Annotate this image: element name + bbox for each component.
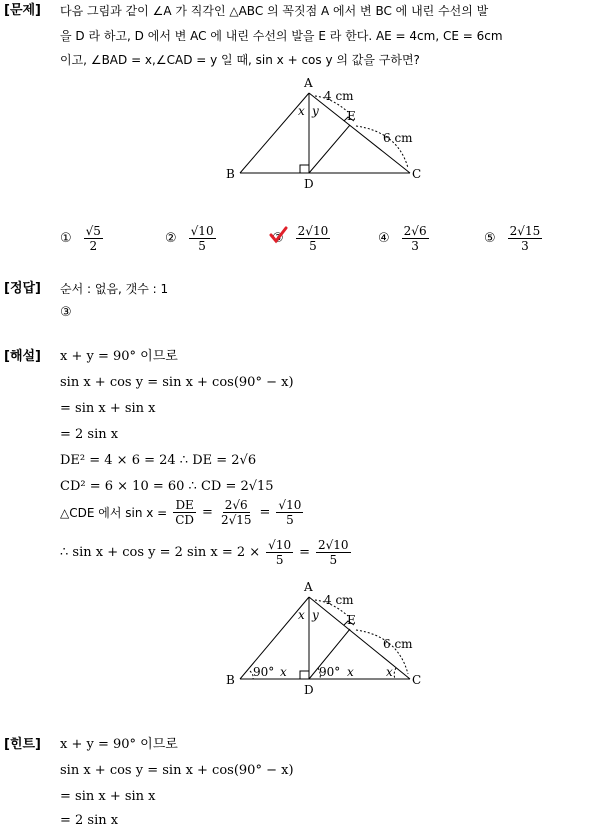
checkmark-icon xyxy=(268,225,288,245)
vertex-d: D xyxy=(304,177,314,190)
label-ce: 6 cm xyxy=(383,131,413,145)
angle-d-90: 90° xyxy=(319,665,341,679)
choice-2-mark: ② xyxy=(165,231,177,246)
hint-line-2: sin x + cos y = sin x + cos(90° − x) xyxy=(60,763,294,778)
angle-arc-c xyxy=(394,668,396,679)
label-ce: 6 cm xyxy=(383,637,413,651)
explanation-line-1: x + y = 90° 이므로 xyxy=(60,349,178,364)
hint-label: [힌트] xyxy=(4,737,41,752)
angle-b-x: x xyxy=(280,665,287,679)
label-ae: 4 cm xyxy=(324,89,354,103)
segment-de xyxy=(309,125,350,173)
angle-c-x: x xyxy=(386,665,393,679)
vertex-e: E xyxy=(347,109,356,123)
choice-3[interactable] xyxy=(272,224,332,253)
choice-4-mark: ④ xyxy=(378,231,390,246)
choice-2[interactable] xyxy=(165,224,218,253)
explanation-line-2: sin x + cos y = sin x + cos(90° − x) xyxy=(60,375,294,390)
angle-x: x xyxy=(298,104,305,118)
choice-5[interactable] xyxy=(484,224,544,253)
choice-1-value: $\frac{√5}{2}$ xyxy=(85,224,101,253)
explanation-line-3: = sin x + sin x xyxy=(60,401,156,416)
label-ae: 4 cm xyxy=(324,593,354,607)
vertex-c: C xyxy=(412,673,422,687)
hint-line-1: x + y = 90° 이므로 xyxy=(60,737,178,752)
vertex-e: E xyxy=(347,613,356,627)
choice-5-mark: ⑤ xyxy=(484,231,496,246)
answer-line-2: ③ xyxy=(60,305,72,320)
problem-line-2: 을 D 라 하고, D 에서 변 AC 에 내린 수선의 발을 E 라 한다. AE = 4cm, CE = 6cm xyxy=(60,29,503,43)
explanation-line-8: ∴ sin x + cos y = 2 sin x = 2 × $\frac{√10}{5}$ = $\frac{2√10}{5}$ xyxy=(60,538,349,567)
answer-label: [정답] xyxy=(4,281,41,296)
angle-y: y xyxy=(312,104,319,118)
hint-line-4: = 2 sin x xyxy=(60,813,119,828)
problem-line-1: 다음 그림과 같이 ∠A 가 직각인 △ABC 의 꼭짓점 A 에서 변 BC 에 내린 수선의 발 xyxy=(60,4,489,18)
right-angle-d xyxy=(300,165,309,173)
vertex-b: B xyxy=(226,167,235,181)
angle-d-x: x xyxy=(347,665,354,679)
vertex-b: B xyxy=(226,673,235,687)
triangle-figure xyxy=(220,72,435,190)
explanation-line-4: = 2 sin x xyxy=(60,427,119,442)
vertex-a: A xyxy=(304,580,313,594)
angle-y: y xyxy=(312,608,319,622)
choice-1-mark: ① xyxy=(60,231,72,246)
vertex-c: C xyxy=(412,167,422,181)
choice-1[interactable] xyxy=(60,224,105,253)
choice-2-value: $\frac{√10}{5}$ xyxy=(190,224,214,253)
right-angle-d xyxy=(300,671,309,679)
hint-line-3: = sin x + sin x xyxy=(60,789,156,804)
explanation-line-6: CD² = 6 × 10 = 60 ∴ CD = 2√15 xyxy=(60,479,274,494)
angle-b-90: 90° xyxy=(253,665,275,679)
choice-5-value: $\frac{2√15}{3}$ xyxy=(509,224,541,253)
choice-4-value: $\frac{2√6}{3}$ xyxy=(403,224,427,253)
triangle-figure-2 xyxy=(220,576,435,698)
choice-4[interactable] xyxy=(378,224,431,253)
explanation-line-5: DE² = 4 × 6 = 24 ∴ DE = 2√6 xyxy=(60,453,257,468)
choice-3-value: $\frac{2√10}{5}$ xyxy=(297,224,329,253)
explanation-label: [해설] xyxy=(4,349,41,364)
angle-x: x xyxy=(298,608,305,622)
vertex-d: D xyxy=(304,683,314,697)
choice-3-mark: ③ xyxy=(272,231,284,246)
vertex-a: A xyxy=(304,76,313,90)
explanation-line-7: △CDE 에서 sin x = $\frac{DE}{CD}$ = $\frac{2√6}{2√15}$ = $\frac{√10}{5}$ xyxy=(60,498,302,527)
problem-line-3: 이고, ∠BAD = x,∠CAD = y 일 때, sin x + cos y 의 값을 구하면? xyxy=(60,53,420,67)
answer-line-1: 순서 : 없음, 갯수 : 1 xyxy=(60,282,169,296)
problem-label: [문제] xyxy=(4,3,41,18)
